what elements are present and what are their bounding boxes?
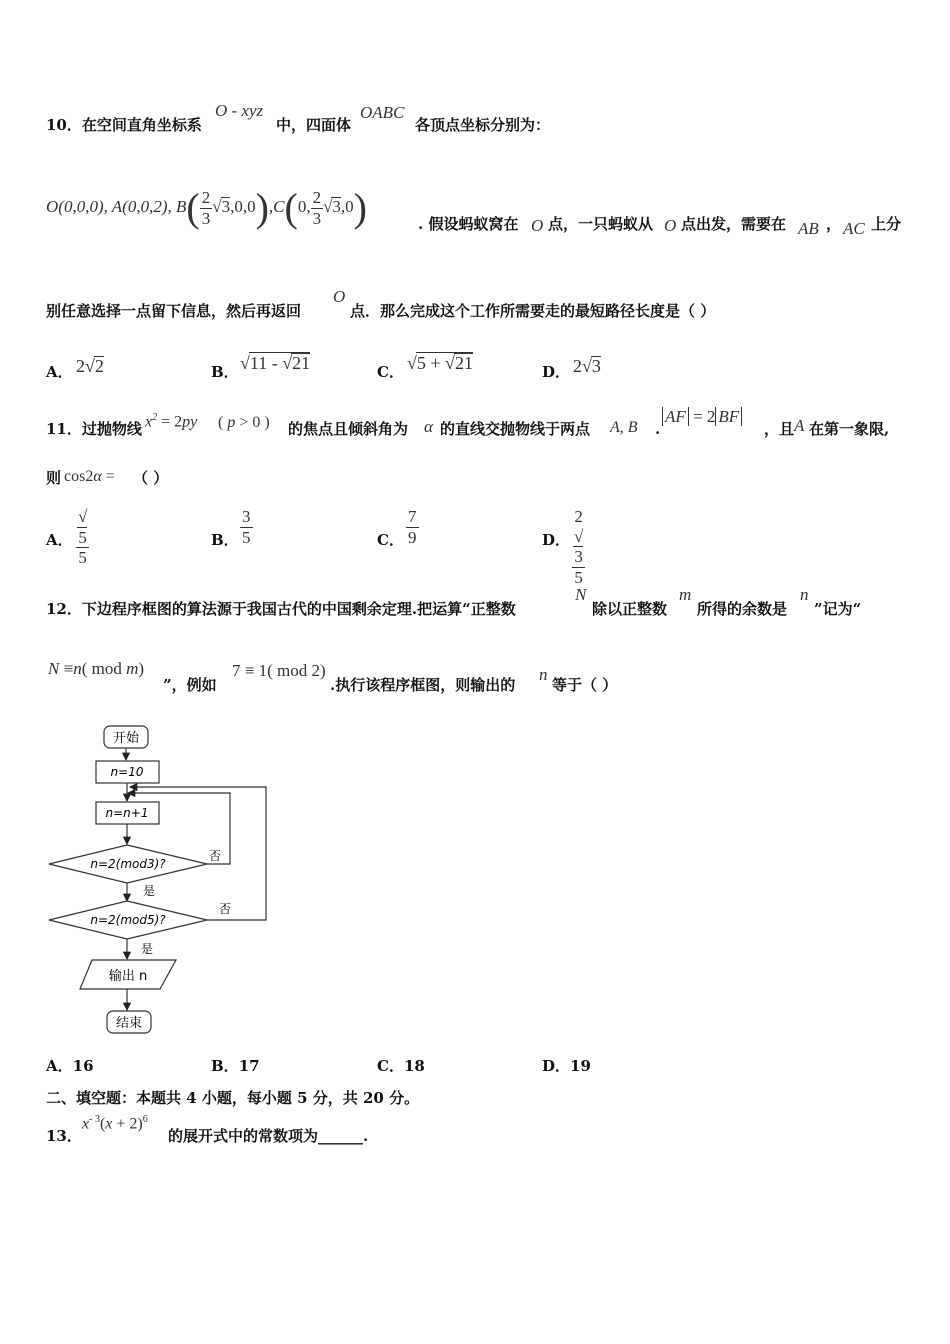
- flow-cond2-text: n=2(mod5)?: [90, 913, 166, 927]
- q11-option-c: $\frac{7}{9}$: [408, 507, 417, 547]
- q11-cond: ( p > 0 ): [218, 414, 270, 431]
- q11-line1: 11．过抛物线: [46, 420, 142, 438]
- q11-points: A, B: [610, 419, 638, 436]
- q10-text9: 点．那么完成这个工作所需要走的最短路径长度是（ ）: [350, 302, 716, 320]
- flow-yes-label-2: 是: [141, 942, 154, 956]
- flow-init-text: n=10: [110, 765, 144, 779]
- q11-option-a-label: A．: [46, 531, 73, 549]
- q12-congruence: N ≡n( mod m): [48, 659, 145, 678]
- q12-text3: 所得的余数是: [697, 600, 788, 618]
- q11-option-c-label: C．: [377, 531, 404, 549]
- q10-option-d: 2√3: [573, 356, 601, 376]
- q10-ab: AB: [798, 219, 819, 238]
- q13-expr: $x^{- 3}(x + 2)^6$: [82, 1114, 148, 1133]
- q12-text7: 等于（ ）: [552, 676, 618, 694]
- q11-parabola: $x^2 = 2py$: [145, 412, 198, 431]
- flow-start-text: 开始: [112, 731, 140, 746]
- q12-example: 7 ≡ 1( mod 2): [232, 661, 326, 680]
- q11-text7: （ ）: [133, 469, 169, 487]
- flow-cond1-text: n=2(mod3)?: [90, 857, 166, 871]
- q12-text5: ”，例如: [163, 676, 217, 694]
- q11-text2: 的焦点且倾斜角为: [288, 420, 409, 438]
- q11-abs: AF = 2 BF: [662, 408, 742, 427]
- q10-line1: 10．在空间直角坐标系: [46, 116, 202, 134]
- q11-option-a: √ 5 5: [78, 507, 88, 568]
- q10-text5: 点，一只蚂蚁从: [548, 215, 654, 233]
- q11-text3: 的直线交抛物线于两点: [440, 420, 591, 438]
- flow-step-text: n=n+1: [105, 806, 149, 820]
- q10-option-b: √11 - √21: [240, 353, 311, 373]
- q11-cos: cos2α =: [64, 468, 115, 485]
- q12-n2: n: [539, 665, 548, 684]
- flow-end-text: 结束: [115, 1016, 143, 1031]
- q10-oabc: OABC: [360, 103, 405, 122]
- q10-option-b-label: B．: [211, 363, 239, 381]
- q11-option-b-label: B．: [211, 531, 239, 549]
- q10-comma: ，: [826, 215, 842, 233]
- q13-num: 13．: [46, 1127, 82, 1145]
- q11-dot: .: [655, 420, 661, 438]
- q10-option-c-label: C．: [377, 363, 404, 381]
- q10-coords: O(0,0,0), A(0,0,2), B( $\frac{2}{3}$ √3,0,0),C(0, $\frac{2}{3}$ √3,0): [46, 185, 367, 231]
- q10-ac: AC: [843, 219, 865, 238]
- q10-text7: 上分: [871, 215, 902, 233]
- q10-option-a: 2√2: [76, 356, 104, 376]
- q11-text4: ，且: [764, 420, 795, 438]
- q10-text3: 各顶点坐标分别为：: [415, 116, 551, 134]
- q10-o2: O: [664, 216, 677, 235]
- q12-text6: .执行该程序框图，则输出的: [330, 676, 516, 694]
- q11-text5: 在第一象限,: [809, 420, 890, 438]
- q10-oxyz: O - xyz: [215, 101, 264, 120]
- q13-text: 的展开式中的常数项为______.: [168, 1127, 369, 1145]
- flow-yes-label-1: 是: [143, 884, 156, 898]
- q10-option-c: √5 + √21: [407, 353, 473, 373]
- flowchart: [40, 718, 280, 1040]
- q10-text2: 中，四面体: [276, 116, 352, 134]
- q10-o3: O: [333, 287, 346, 306]
- q12-option-b: B．17: [211, 1057, 260, 1075]
- q11-text6: 则: [46, 469, 62, 487]
- q12-option-d: D．19: [542, 1057, 591, 1075]
- q12-m: m: [679, 585, 692, 604]
- q11-option-b: $\frac{3}{5}$: [242, 507, 251, 547]
- q10-text6: 点出发，需要在: [681, 215, 787, 233]
- q11-option-d: 2 √ 3 5: [574, 507, 584, 587]
- flow-no-label-1: 否: [209, 849, 222, 863]
- q10-o1: O: [531, 216, 544, 235]
- q12-text2: 除以正整数: [592, 600, 668, 618]
- q12-text4: ”记为“: [814, 600, 862, 618]
- q11-a: A: [794, 416, 805, 435]
- q11-alpha: α: [424, 417, 433, 436]
- section-2-heading: 二、填空题：本题共 4 小题，每小题 5 分，共 20 分。: [46, 1089, 420, 1107]
- q12-option-c: C．18: [377, 1057, 425, 1075]
- flow-output-text: 输出 n: [108, 969, 148, 984]
- q12-N: N: [575, 585, 587, 604]
- q10-option-a-label: A．: [46, 363, 73, 381]
- q10-text4: . 假设蚂蚁窝在: [418, 215, 519, 233]
- flow-no-label-2: 否: [219, 902, 232, 916]
- q12-line1: 12．下边程序框图的算法源于我国古代的中国剩余定理.把运算“正整数: [46, 600, 516, 618]
- q10-text8: 别任意选择一点留下信息，然后再返回: [46, 302, 302, 320]
- q12-option-a: A．16: [46, 1057, 94, 1075]
- q11-option-d-label: D．: [542, 531, 571, 549]
- q10-option-d-label: D．: [542, 363, 571, 381]
- q12-n: n: [800, 585, 809, 604]
